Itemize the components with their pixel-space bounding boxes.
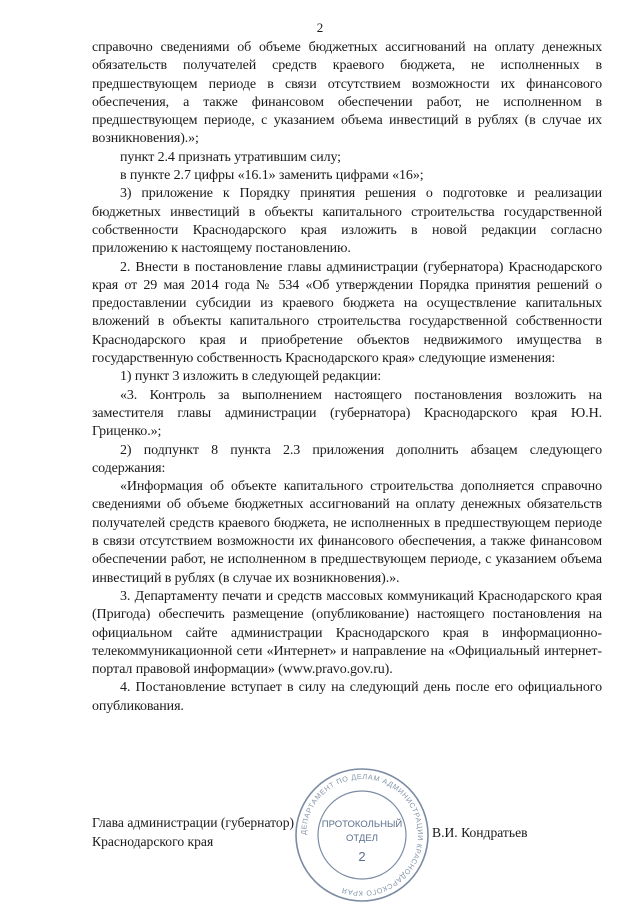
document-body [92, 39, 602, 716]
paragraph: 3. Департаменту печати и средств массовых коммуникаций Краснодарского края (Пригода) обеспечить размещение (опубликование) настоящего постановления на официальном сайте администрации Краснодарского края в информационно-телекоммуникационной сети «Интернет» и направление на «Официальный интернет-портал правовой информации» (www.pravo.gov.ru). [92, 588, 602, 678]
official-stamp [292, 765, 432, 905]
signer-name: В.И. Кондратьев [432, 825, 528, 840]
signer-title-line2: Краснодарского края [92, 834, 214, 849]
signer-title-line1: Глава администрации (губернатор) [92, 815, 295, 830]
paragraph: 4. Постановление вступает в силу на следующий день после его официального опубликования. [92, 680, 602, 714]
stamp-line1: ПРОТОКОЛЬНЫЙ [321, 819, 403, 830]
paragraph: 1) пункт 3 изложить в следующей редакции: [120, 369, 382, 385]
paragraph: «3. Контроль за выполнением настоящего постановления возложить на заместителя главы администрации (губернатора) Краснодарского края Ю.Н. Гриценко.»; [92, 387, 602, 440]
stamp-line2: ОТДЕЛ [346, 833, 378, 844]
stamp-number: 2 [358, 849, 366, 864]
paragraph: «Информация об объекте капитального строительства дополняется справочно сведениями об объеме бюджетных ассигнований на оплату денежных обязательств получателей средств краевого бюджета, не исполненных в предшествующем периоде в связи отсутствием возможности их финансового обеспечения, а также финансовом обеспечении работ, не исполненном в предшествующем периоде, с указанием объема инвестиций в рублях (в случае их возникновения).». [92, 479, 602, 586]
paragraph: 2) подпункт 8 пункта 2.3 приложения дополнить абзацем следующего содержания: [92, 442, 602, 476]
paragraph: 3) приложение к Порядку принятия решения о подготовке и реализации бюджетных инвестиций в объекты капитального строительства государственной собственности Краснодарского края изложить в новой редакции согласно приложению к настоящему постановлению. [92, 186, 602, 257]
paragraph: 2. Внести в постановление главы администрации (губернатора) Краснодарского края от 29 мая 2014 года № 534 «Об утверждении Порядка принятия решений о предоставлении субсидии из краевого бюджета на осуществление капитальных вложений в объекты капитального строительства государственной собственности Краснодарского края и приобретение объектов недвижимого имущества в государственную собственность Краснодарского края» следующие изменения: [92, 259, 602, 367]
paragraph: пункт 2.4 признать утратившим силу; [120, 149, 341, 165]
stamp-ring-text: ДЕПАРТАМЕНТ ПО ДЕЛАМ АДМИНИСТРАЦИИ КРАСНОДАРСКОГО КРАЯ [298, 771, 426, 899]
paragraph: справочно сведениями об объеме бюджетных ассигнований на оплату денежных обязательств получателей средств краевого бюджета, не исполненных в предшествующем периоде в связи отсутствием возможности их финансового обеспечения, а также финансовом обеспечении работ, не исполненном в предшествующем периоде, с указанием объема инвестиций в рублях (в случае их возникновения).»; [92, 40, 602, 147]
page-number: 2 [316, 20, 324, 35]
paragraph: в пункте 2.7 цифры «16.1» заменить цифрами «16»; [120, 168, 424, 184]
